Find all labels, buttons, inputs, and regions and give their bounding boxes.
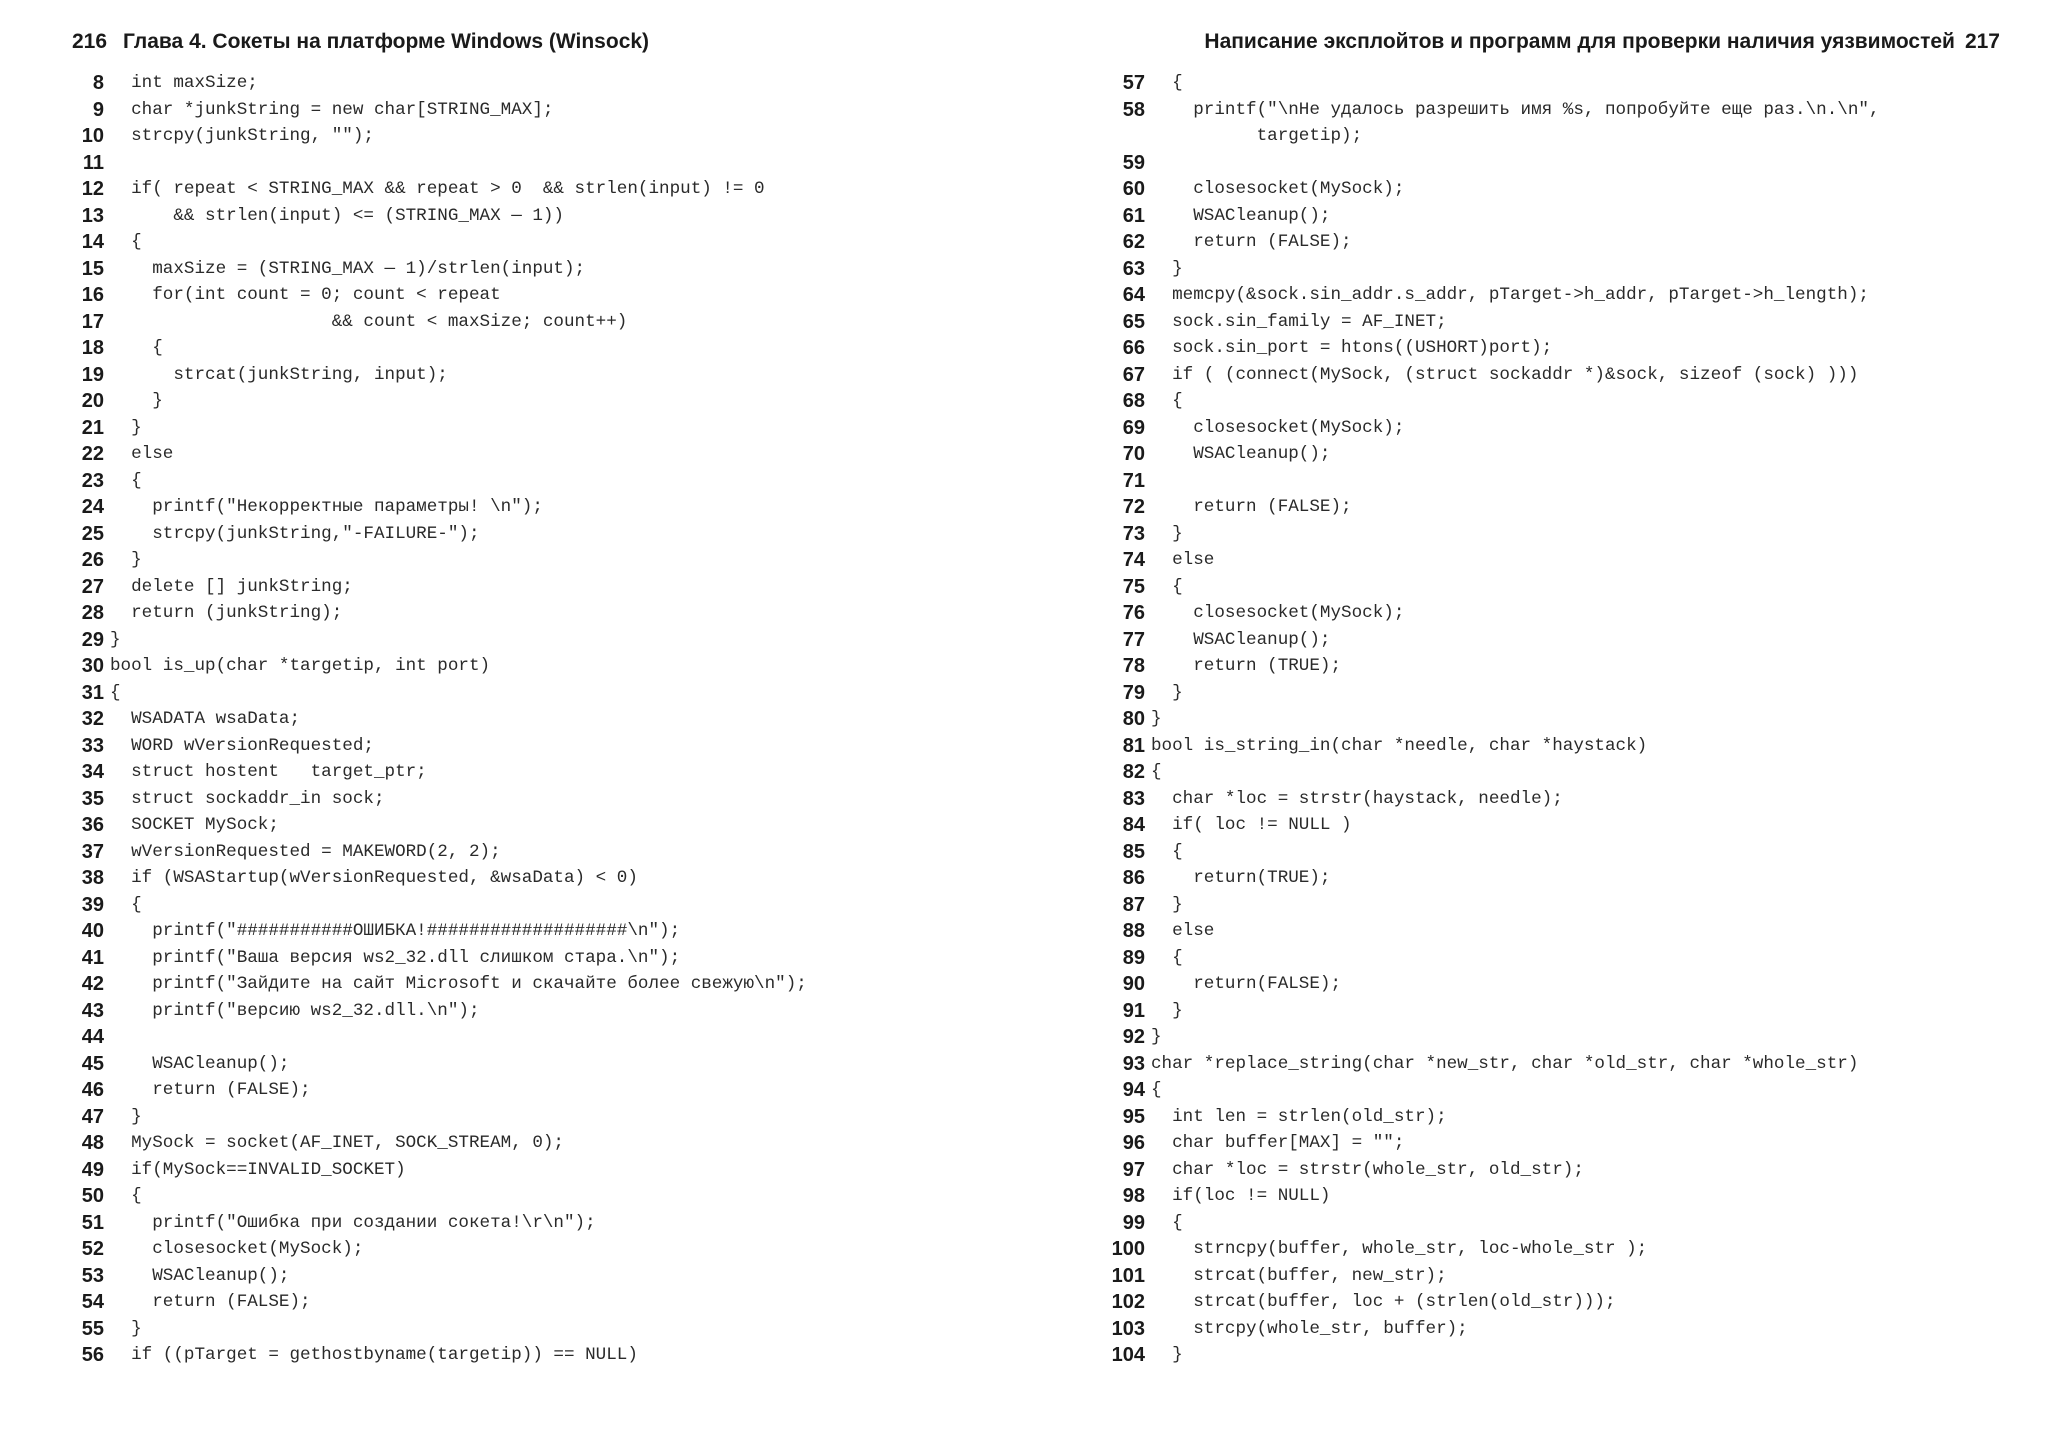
- line-number: 83: [1122, 787, 1145, 810]
- code-text: {: [110, 232, 142, 252]
- code-line: [64, 123, 807, 150]
- line-number: 31: [81, 681, 104, 704]
- line-number: 50: [81, 1185, 104, 1207]
- line-number: 29: [81, 628, 104, 651]
- line-number: 72: [1122, 496, 1145, 518]
- code-line: [1083, 441, 1880, 468]
- code-text: delete [] junkString;: [110, 576, 353, 597]
- code-line: [64, 282, 807, 309]
- code-line: [64, 1263, 807, 1290]
- code-text: return (FALSE);: [110, 1292, 311, 1312]
- line-number: 100: [1111, 1238, 1145, 1260]
- code-text: {: [1151, 576, 1183, 597]
- code-line: [1083, 1024, 1880, 1051]
- line-number: 8: [92, 72, 104, 94]
- line-number: 96: [1122, 1132, 1145, 1154]
- code-line: [1083, 123, 1880, 150]
- line-number: 101: [1111, 1264, 1145, 1287]
- line-number: 92: [1122, 1026, 1145, 1048]
- code-text: return(TRUE);: [1151, 868, 1331, 888]
- line-number: 51: [81, 1211, 104, 1234]
- code-line: [1083, 468, 1880, 495]
- line-number: 69: [1122, 416, 1145, 439]
- code-line: [1083, 865, 1880, 892]
- line-number: 23: [81, 469, 104, 492]
- line-number: 99: [1122, 1211, 1145, 1234]
- code-text: else: [110, 444, 174, 464]
- code-line: [64, 1342, 807, 1369]
- line-number: 66: [1122, 337, 1145, 359]
- code-line: [1083, 1130, 1880, 1157]
- code-text: strcat(buffer, loc + (strlen(old_str)));: [1151, 1292, 1616, 1312]
- code-line: [64, 1157, 807, 1184]
- line-number: 22: [81, 443, 104, 465]
- line-number: 73: [1122, 522, 1145, 545]
- line-number: 97: [1122, 1158, 1145, 1181]
- code-line: [1083, 282, 1880, 309]
- code-text: maxSize = (STRING_MAX — 1)/strlen(input);: [110, 258, 586, 279]
- code-text: char *loc = strstr(whole_str, old_str);: [1151, 1159, 1584, 1180]
- left-code-listing: [64, 70, 807, 1369]
- code-text: strcpy(junkString, "");: [110, 126, 374, 146]
- code-text: }: [1151, 258, 1183, 279]
- code-line: [64, 865, 807, 892]
- line-number: 24: [81, 496, 104, 518]
- code-line: [1083, 918, 1880, 945]
- code-line: [64, 309, 807, 336]
- line-number: 88: [1122, 920, 1145, 942]
- code-text: WSACleanup();: [110, 1053, 290, 1074]
- line-number: 30: [81, 655, 104, 677]
- code-line: [64, 839, 807, 866]
- line-number: 75: [1122, 575, 1145, 598]
- code-text: {: [1151, 762, 1162, 782]
- right-code-listing: [1083, 70, 1880, 1369]
- code-text: }: [1151, 894, 1183, 915]
- code-line: [1083, 759, 1880, 786]
- code-text: {: [1151, 391, 1183, 411]
- line-number: 19: [81, 363, 104, 386]
- code-line: [64, 1316, 807, 1343]
- code-line: [1083, 706, 1880, 733]
- code-text: }: [1151, 1000, 1183, 1021]
- code-line: [1083, 733, 1880, 760]
- code-text: sock.sin_family = AF_INET;: [1151, 311, 1447, 332]
- line-number: 40: [81, 920, 104, 942]
- line-number: 81: [1122, 734, 1145, 757]
- code-text: bool is_up(char *targetip, int port): [110, 656, 491, 676]
- code-line: [1083, 839, 1880, 866]
- code-text: if (WSAStartup(wVersionRequested, &wsaData) < 0): [110, 868, 638, 888]
- code-text: targetip);: [1151, 126, 1363, 146]
- line-number: 76: [1122, 602, 1145, 624]
- code-line: [1083, 892, 1880, 919]
- code-text: printf("Ошибка при создании сокета!\r\n");: [110, 1212, 596, 1233]
- code-line: [64, 335, 807, 362]
- code-line: [1083, 971, 1880, 998]
- line-number: 27: [81, 575, 104, 598]
- line-number: 46: [81, 1079, 104, 1101]
- line-number: 103: [1111, 1317, 1145, 1340]
- code-line: [64, 759, 807, 786]
- line-number: 98: [1122, 1185, 1145, 1207]
- code-text: else: [1151, 550, 1215, 570]
- code-line: [64, 812, 807, 839]
- code-text: return (FALSE);: [110, 1080, 311, 1100]
- line-number: 78: [1122, 655, 1145, 677]
- code-text: {: [1151, 1080, 1162, 1100]
- code-line: [64, 998, 807, 1025]
- code-text: struct sockaddr_in sock;: [110, 788, 385, 809]
- line-number: 48: [81, 1132, 104, 1154]
- code-line: [1083, 494, 1880, 521]
- line-number: 11: [82, 151, 104, 174]
- line-number: 28: [81, 602, 104, 624]
- code-line: [64, 574, 807, 601]
- line-number: 94: [1122, 1079, 1145, 1101]
- code-text: wVersionRequested = MAKEWORD(2, 2);: [110, 841, 501, 862]
- line-number: 49: [81, 1158, 104, 1181]
- code-line: [1083, 335, 1880, 362]
- code-text: return (FALSE);: [1151, 232, 1352, 252]
- line-number: 13: [81, 204, 104, 227]
- code-text: }: [110, 1318, 142, 1339]
- line-number: 102: [1111, 1291, 1145, 1313]
- code-line: [1083, 203, 1880, 230]
- code-line: [64, 1024, 807, 1051]
- line-number: 93: [1122, 1052, 1145, 1075]
- code-line: [64, 706, 807, 733]
- code-text: return (TRUE);: [1151, 656, 1342, 676]
- code-line: [64, 1130, 807, 1157]
- code-text: printf("Некорректные параметры! \n");: [110, 497, 543, 517]
- code-text: WSACleanup();: [1151, 444, 1331, 464]
- line-number: 53: [81, 1264, 104, 1287]
- code-line: [64, 1104, 807, 1131]
- code-line: [64, 1077, 807, 1104]
- code-text: closesocket(MySock);: [110, 1239, 364, 1259]
- code-text: {: [1151, 947, 1183, 968]
- code-text: printf("версию ws2_32.dll.\n");: [110, 1000, 480, 1021]
- code-text: char *junkString = new char[STRING_MAX];: [110, 99, 554, 120]
- line-number: 74: [1122, 549, 1145, 571]
- line-number: 35: [81, 787, 104, 810]
- code-line: [1083, 786, 1880, 813]
- code-text: {: [1151, 1212, 1183, 1233]
- code-line: [64, 362, 807, 389]
- code-line: [1083, 600, 1880, 627]
- code-text: if ( (connect(MySock, (struct sockaddr *)&sock, sizeof (sock) ))): [1151, 364, 1859, 385]
- code-line: [64, 1051, 807, 1078]
- line-number: 79: [1122, 681, 1145, 704]
- line-number: 41: [81, 946, 104, 969]
- left-page-number: 216: [72, 30, 108, 53]
- code-line: [1083, 415, 1880, 442]
- line-number: 67: [1122, 363, 1145, 386]
- code-text: for(int count = 0; count < repeat: [110, 285, 501, 305]
- line-number: 87: [1122, 893, 1145, 916]
- code-line: [1083, 1210, 1880, 1237]
- code-text: sock.sin_port = htons((USHORT)port);: [1151, 338, 1553, 358]
- line-number: 36: [81, 814, 104, 836]
- line-number: 34: [81, 761, 104, 783]
- line-number: 84: [1122, 814, 1145, 836]
- code-line: [1083, 1051, 1880, 1078]
- line-number: 18: [81, 337, 104, 359]
- line-number: 39: [81, 893, 104, 916]
- line-number: 82: [1122, 761, 1145, 783]
- code-line: [1083, 1316, 1880, 1343]
- code-text: if(MySock==INVALID_SOCKET): [110, 1159, 406, 1180]
- line-number: 57: [1122, 72, 1145, 94]
- code-text: char buffer[MAX] = "";: [1151, 1133, 1405, 1153]
- code-text: printf("Ваша версия ws2_32.dll слишком стара.\n");: [110, 947, 681, 968]
- code-line: [64, 971, 807, 998]
- line-number: 54: [81, 1291, 104, 1313]
- code-line: [64, 203, 807, 230]
- line-number: 15: [81, 257, 104, 280]
- code-line: [1083, 574, 1880, 601]
- line-number: 47: [81, 1105, 104, 1128]
- code-text: char *loc = strstr(haystack, needle);: [1151, 788, 1563, 809]
- code-text: printf("\nНе удалось разрешить имя %s, попробуйте еще раз.\n.\n",: [1151, 99, 1880, 120]
- code-line: [64, 892, 807, 919]
- code-text: WSACleanup();: [1151, 629, 1331, 650]
- line-number: 25: [81, 522, 104, 545]
- code-line: [64, 945, 807, 972]
- left-running-head: [72, 28, 649, 56]
- code-line: [1083, 653, 1880, 680]
- code-line: [64, 627, 807, 654]
- line-number: 10: [81, 125, 104, 147]
- line-number: 59: [1122, 151, 1145, 174]
- line-number: 9: [92, 98, 104, 121]
- code-line: [1083, 521, 1880, 548]
- code-line: [1083, 362, 1880, 389]
- code-line: [1083, 1077, 1880, 1104]
- code-text: }: [110, 391, 163, 411]
- code-text: WSACleanup();: [1151, 205, 1331, 226]
- line-number: 70: [1122, 443, 1145, 465]
- code-line: [64, 150, 807, 177]
- code-text: strcpy(whole_str, buffer);: [1151, 1318, 1468, 1339]
- code-line: [1083, 1236, 1880, 1263]
- code-line: [1083, 1104, 1880, 1131]
- code-line: [1083, 1289, 1880, 1316]
- left-running-title: Глава 4. Сокеты на платформе Windows (Winsock): [123, 30, 650, 53]
- line-number: 33: [81, 734, 104, 757]
- code-line: [1083, 1157, 1880, 1184]
- code-text: && count < maxSize; count++): [110, 311, 628, 332]
- line-number: 62: [1122, 231, 1145, 253]
- code-line: [64, 388, 807, 415]
- code-line: [1083, 176, 1880, 203]
- code-text: if( repeat < STRING_MAX && repeat > 0 && strlen(input) != 0: [110, 179, 765, 199]
- line-number: 89: [1122, 946, 1145, 969]
- line-number: 60: [1122, 178, 1145, 200]
- code-text: }: [110, 629, 121, 650]
- line-number: 52: [81, 1238, 104, 1260]
- code-text: closesocket(MySock);: [1151, 179, 1405, 199]
- code-text: return (junkString);: [110, 603, 343, 623]
- code-line: [64, 97, 807, 124]
- line-number: 86: [1122, 867, 1145, 889]
- line-number: 68: [1122, 390, 1145, 412]
- code-text: closesocket(MySock);: [1151, 417, 1405, 438]
- code-line: [64, 653, 807, 680]
- code-line: [64, 733, 807, 760]
- code-text: strcat(junkString, input);: [110, 364, 448, 385]
- line-number: 95: [1122, 1105, 1145, 1128]
- line-number: 37: [81, 840, 104, 863]
- code-text: memcpy(&sock.sin_addr.s_addr, pTarget->h_addr, pTarget->h_length);: [1151, 285, 1869, 305]
- code-text: return (FALSE);: [1151, 497, 1352, 517]
- right-running-title: Написание эксплойтов и программ для проверки наличия уязвимостей: [1204, 30, 1955, 53]
- code-text: }: [110, 417, 142, 438]
- line-number: 45: [81, 1052, 104, 1075]
- code-line: [1083, 97, 1880, 124]
- code-line: [64, 680, 807, 707]
- right-page-number: 217: [1964, 30, 2000, 53]
- code-text: WSADATA wsaData;: [110, 709, 301, 729]
- code-line: [64, 70, 807, 97]
- right-page: [1024, 0, 2048, 1447]
- code-line: [1083, 945, 1880, 972]
- code-line: [64, 786, 807, 813]
- code-text: bool is_string_in(char *needle, char *haystack): [1151, 735, 1648, 756]
- code-line: [64, 521, 807, 548]
- code-line: [1083, 1183, 1880, 1210]
- code-line: [1083, 229, 1880, 256]
- code-line: [64, 1210, 807, 1237]
- code-line: [1083, 309, 1880, 336]
- code-text: }: [1151, 1345, 1183, 1365]
- line-number: 38: [81, 867, 104, 889]
- code-text: char *replace_string(char *new_str, char *old_str, char *whole_str): [1151, 1053, 1859, 1074]
- code-text: }: [110, 550, 142, 570]
- code-text: if( loc != NULL ): [1151, 815, 1352, 835]
- line-number: 16: [81, 284, 104, 306]
- code-text: strcat(buffer, new_str);: [1151, 1265, 1447, 1286]
- code-text: strncpy(buffer, whole_str, loc-whole_str );: [1151, 1239, 1648, 1259]
- code-line: [1083, 256, 1880, 283]
- line-number: 90: [1122, 973, 1145, 995]
- line-number: 85: [1122, 840, 1145, 863]
- code-text: && strlen(input) <= (STRING_MAX — 1)): [110, 205, 564, 226]
- code-text: {: [110, 682, 121, 703]
- line-number: 14: [81, 231, 104, 253]
- code-text: {: [110, 338, 163, 358]
- line-number: 43: [81, 999, 104, 1022]
- line-number: 65: [1122, 310, 1145, 333]
- code-text: if(loc != NULL): [1151, 1186, 1331, 1206]
- code-text: {: [110, 1186, 142, 1206]
- code-text: int len = strlen(old_str);: [1151, 1106, 1447, 1127]
- code-line: [64, 468, 807, 495]
- line-number: 12: [81, 178, 104, 200]
- code-text: WSACleanup();: [110, 1265, 290, 1286]
- line-number: 104: [1111, 1344, 1145, 1366]
- line-number: 55: [81, 1317, 104, 1340]
- code-text: struct hostent target_ptr;: [110, 762, 427, 782]
- code-line: [1083, 1342, 1880, 1369]
- code-text: }: [1151, 682, 1183, 703]
- code-line: [1083, 812, 1880, 839]
- code-line: [64, 547, 807, 574]
- line-number: 61: [1122, 204, 1145, 227]
- line-number: 64: [1122, 284, 1145, 306]
- code-line: [64, 441, 807, 468]
- line-number: 58: [1122, 98, 1145, 121]
- code-line: [1083, 70, 1880, 97]
- code-text: {: [1151, 73, 1183, 93]
- code-line: [1083, 680, 1880, 707]
- code-text: SOCKET MySock;: [110, 815, 279, 835]
- code-text: strcpy(junkString,"-FAILURE-");: [110, 523, 480, 544]
- code-line: [64, 1236, 807, 1263]
- code-text: WORD wVersionRequested;: [110, 735, 374, 756]
- code-line: [64, 256, 807, 283]
- code-text: {: [1151, 841, 1183, 862]
- line-number: 63: [1122, 257, 1145, 280]
- code-line: [64, 918, 807, 945]
- code-line: [1083, 150, 1880, 177]
- code-text: return(FALSE);: [1151, 974, 1342, 994]
- line-number: 20: [81, 390, 104, 412]
- line-number: 80: [1122, 708, 1145, 730]
- code-line: [1083, 627, 1880, 654]
- code-text: }: [1151, 1027, 1162, 1047]
- code-text: MySock = socket(AF_INET, SOCK_STREAM, 0);: [110, 1133, 564, 1153]
- code-text: else: [1151, 921, 1215, 941]
- code-text: if ((pTarget = gethostbyname(targetip)) == NULL): [110, 1345, 638, 1365]
- line-number: 32: [81, 708, 104, 730]
- code-line: [64, 1289, 807, 1316]
- line-number: 91: [1122, 999, 1145, 1022]
- code-line: [1083, 547, 1880, 574]
- code-line: [1083, 1263, 1880, 1290]
- code-line: [64, 415, 807, 442]
- code-line: [64, 1183, 807, 1210]
- code-line: [64, 494, 807, 521]
- line-number: 71: [1122, 469, 1145, 492]
- line-number: 17: [81, 310, 104, 333]
- line-number: 26: [81, 549, 104, 571]
- line-number: 21: [81, 416, 104, 439]
- code-text: }: [1151, 523, 1183, 544]
- line-number: 42: [81, 973, 104, 995]
- code-text: {: [110, 470, 142, 491]
- code-line: [1083, 998, 1880, 1025]
- code-line: [1083, 388, 1880, 415]
- line-number: 44: [81, 1026, 104, 1048]
- code-text: printf("###########ОШИБКА!###################\n");: [110, 921, 681, 941]
- code-text: closesocket(MySock);: [1151, 603, 1405, 623]
- code-text: {: [110, 894, 142, 915]
- code-text: int maxSize;: [110, 73, 258, 93]
- right-running-head: [1204, 28, 2000, 56]
- code-text: }: [110, 1106, 142, 1127]
- code-text: printf("Зайдите на сайт Microsoft и скачайте более свежую\n");: [110, 974, 807, 994]
- code-line: [64, 600, 807, 627]
- code-line: [64, 229, 807, 256]
- line-number: 56: [81, 1344, 104, 1366]
- line-number: 77: [1122, 628, 1145, 651]
- code-line: [64, 176, 807, 203]
- code-text: }: [1151, 709, 1162, 729]
